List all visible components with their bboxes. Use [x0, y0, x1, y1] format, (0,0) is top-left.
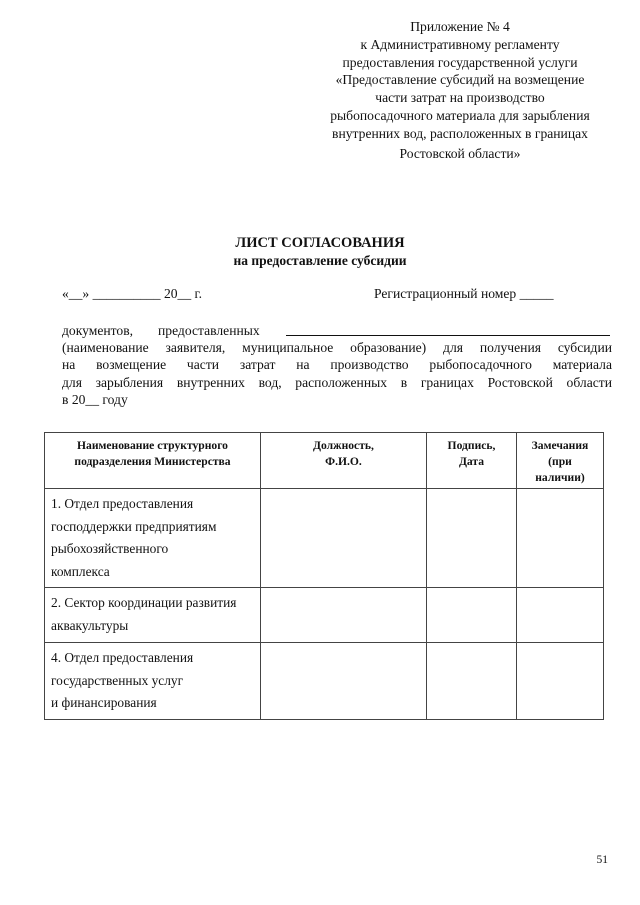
registration-number: Регистрационный номер _____ [374, 286, 554, 301]
signature-cell [427, 489, 517, 588]
dept-line: комплекса [51, 563, 110, 579]
appendix-line: предоставления государственной услуги [342, 54, 578, 70]
remarks-cell [517, 643, 604, 720]
paragraph-line: в 20__ году [62, 391, 128, 407]
position-cell [261, 588, 427, 643]
header-position [261, 433, 427, 489]
header-remarks [517, 433, 604, 489]
appendix-header [300, 18, 620, 162]
dept-line: 1. Отдел предоставления [51, 496, 194, 511]
appendix-line: рыбопосадочного материала для зарыбления [330, 107, 590, 123]
date-field: «__» __________ 20__ г. [62, 286, 202, 301]
header-line: наличии) [535, 471, 585, 484]
title-main: ЛИСТ СОГЛАСОВАНИЯ [235, 235, 405, 251]
header-line: Должность, [313, 439, 374, 452]
appendix-line: Ростовской области» [399, 145, 521, 161]
dept-line: господдержки предприятиям [51, 518, 217, 534]
header-line: (при [548, 455, 572, 468]
dept-line: государственных услуг [51, 672, 184, 688]
dept-line: 4. Отдел предоставления [51, 650, 194, 665]
documents-paragraph [62, 322, 612, 408]
paragraph-line: на возмещение части затрат на производство рыбопосадочного материала [62, 357, 612, 373]
page-number: 51 [596, 854, 608, 866]
paragraph-line: для зарыбления внутренних вод, расположенных в границах Ростовской области [62, 374, 612, 390]
header-line: Замечания [531, 439, 589, 452]
appendix-line: к Административному регламенту [360, 36, 560, 52]
title-sub: на предоставление субсидии [233, 253, 407, 268]
header-line: Дата [458, 455, 485, 468]
dept-line: 2. Сектор координации развития [51, 595, 237, 610]
paragraph-word: документов, [62, 323, 134, 338]
signature-cell [427, 643, 517, 720]
signature-cell [427, 588, 517, 643]
table-header-row [45, 433, 604, 489]
header-line: Подпись, [447, 439, 496, 452]
dept-line: и финансирования [51, 695, 157, 710]
header-dept [45, 433, 261, 489]
appendix-line: «Предоставление субсидий на возмещение [335, 72, 585, 88]
dept-line: рыбохозяйственного [51, 541, 169, 556]
header-line: подразделения Министерства [74, 455, 231, 468]
table-row [45, 643, 604, 720]
dept-cell [45, 588, 261, 643]
paragraph-word: предоставленных [158, 323, 260, 338]
table-row [45, 588, 604, 643]
dept-cell [45, 643, 261, 720]
date-reg-row [62, 285, 582, 303]
paragraph-line [62, 322, 612, 339]
position-cell [261, 489, 427, 588]
document-title [0, 233, 640, 269]
applicant-blank-line [286, 335, 610, 336]
appendix-line: внутренних вод, расположенных в границах [332, 125, 588, 141]
table-row [45, 489, 604, 588]
dept-line: аквакультуры [51, 617, 129, 633]
header-line: Ф.И.О. [325, 455, 362, 468]
header-line: Наименование структурного [77, 439, 228, 452]
position-cell [261, 643, 427, 720]
dept-cell [45, 489, 261, 588]
remarks-cell [517, 489, 604, 588]
header-signature [427, 433, 517, 489]
paragraph-line: (наименование заявителя, муниципальное образование) для получения субсидии [62, 340, 612, 356]
appendix-line: Приложение № 4 [410, 19, 510, 34]
remarks-cell [517, 588, 604, 643]
appendix-line: части затрат на производство [375, 90, 545, 106]
approval-table [44, 432, 604, 720]
